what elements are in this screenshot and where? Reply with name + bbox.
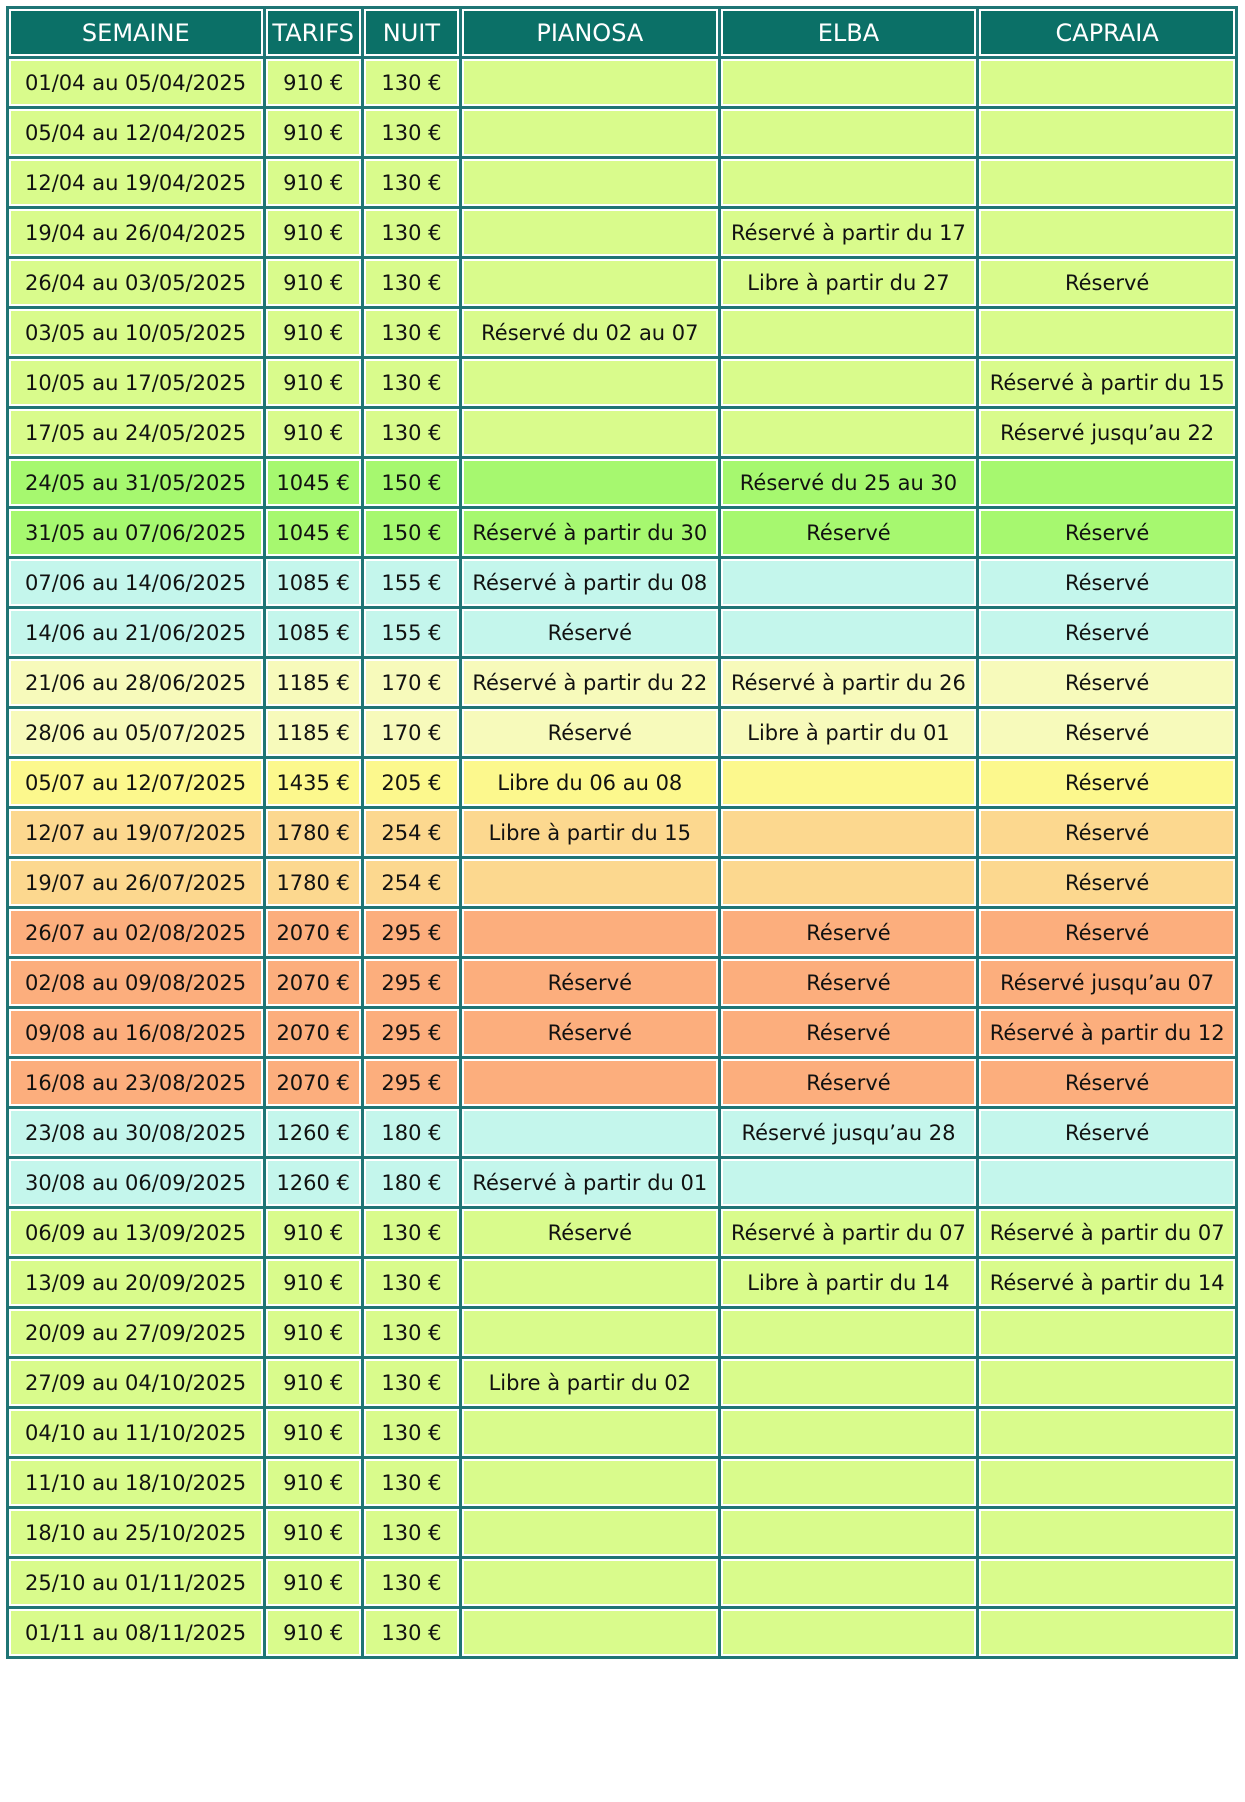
- tarif-cell: 910 €: [266, 59, 361, 106]
- capraia-cell: [979, 309, 1235, 356]
- tarif-cell: 1780 €: [266, 809, 361, 856]
- week-cell: 07/06 au 14/06/2025: [9, 559, 263, 606]
- tarif-cell: 910 €: [266, 1309, 361, 1356]
- nuit-cell: 254 €: [364, 859, 459, 906]
- week-cell: 09/08 au 16/08/2025: [9, 1009, 263, 1056]
- tarif-cell: 1045 €: [266, 459, 361, 506]
- capraia-cell: Réservé: [979, 709, 1235, 756]
- tarif-cell: 910 €: [266, 1259, 361, 1306]
- pianosa-cell: Libre à partir du 02: [462, 1359, 718, 1406]
- nuit-cell: 130 €: [364, 59, 459, 106]
- pianosa-cell: [462, 1109, 718, 1156]
- pianosa-cell: [462, 409, 718, 456]
- table-row: [9, 59, 1235, 106]
- capraia-cell: [979, 1509, 1235, 1556]
- table-row: [9, 809, 1235, 856]
- table-row: [9, 1559, 1235, 1606]
- tarif-cell: 2070 €: [266, 959, 361, 1006]
- table-row: [9, 1059, 1235, 1106]
- pianosa-cell: [462, 1059, 718, 1106]
- week-cell: 01/04 au 05/04/2025: [9, 59, 263, 106]
- tarif-cell: 910 €: [266, 1359, 361, 1406]
- table-row: [9, 859, 1235, 906]
- pianosa-cell: Réservé: [462, 1209, 718, 1256]
- capraia-cell: [979, 1559, 1235, 1606]
- week-cell: 12/07 au 19/07/2025: [9, 809, 263, 856]
- capraia-cell: [979, 1409, 1235, 1456]
- elba-cell: Réservé à partir du 17: [721, 209, 977, 256]
- pianosa-cell: [462, 359, 718, 406]
- capraia-cell: Réservé: [979, 659, 1235, 706]
- pianosa-cell: [462, 1409, 718, 1456]
- week-cell: 05/04 au 12/04/2025: [9, 109, 263, 156]
- table-row: [9, 309, 1235, 356]
- table-row: [9, 259, 1235, 306]
- capraia-cell: [979, 109, 1235, 156]
- pianosa-cell: Réservé: [462, 609, 718, 656]
- tarif-cell: 910 €: [266, 309, 361, 356]
- capraia-cell: [979, 1159, 1235, 1206]
- table-row: [9, 1159, 1235, 1206]
- elba-cell: Réservé à partir du 07: [721, 1209, 977, 1256]
- tarif-cell: 910 €: [266, 1509, 361, 1556]
- table-row: [9, 1209, 1235, 1256]
- nuit-cell: 170 €: [364, 709, 459, 756]
- header-nuit: NUIT: [364, 9, 459, 56]
- pianosa-cell: Réservé du 02 au 07: [462, 309, 718, 356]
- nuit-cell: 130 €: [364, 1209, 459, 1256]
- capraia-cell: [979, 1309, 1235, 1356]
- table-row: [9, 1359, 1235, 1406]
- pianosa-cell: [462, 1609, 718, 1656]
- elba-cell: [721, 309, 977, 356]
- table-row: [9, 1309, 1235, 1356]
- nuit-cell: 130 €: [364, 1259, 459, 1306]
- header-semaine: SEMAINE: [9, 9, 263, 56]
- table-row: [9, 759, 1235, 806]
- nuit-cell: 180 €: [364, 1109, 459, 1156]
- pianosa-cell: Réservé à partir du 30: [462, 509, 718, 556]
- table-row: [9, 209, 1235, 256]
- nuit-cell: 155 €: [364, 609, 459, 656]
- week-cell: 26/07 au 02/08/2025: [9, 909, 263, 956]
- capraia-cell: Réservé: [979, 759, 1235, 806]
- pianosa-cell: [462, 1259, 718, 1306]
- pianosa-cell: [462, 1459, 718, 1506]
- nuit-cell: 130 €: [364, 1559, 459, 1606]
- nuit-cell: 170 €: [364, 659, 459, 706]
- table-row: [9, 1509, 1235, 1556]
- capraia-cell: Réservé: [979, 809, 1235, 856]
- week-cell: 12/04 au 19/04/2025: [9, 159, 263, 206]
- table-row: [9, 959, 1235, 1006]
- tarif-cell: 910 €: [266, 409, 361, 456]
- header-pianosa: PIANOSA: [462, 9, 718, 56]
- week-cell: 17/05 au 24/05/2025: [9, 409, 263, 456]
- week-cell: 21/06 au 28/06/2025: [9, 659, 263, 706]
- elba-cell: Réservé: [721, 509, 977, 556]
- week-cell: 03/05 au 10/05/2025: [9, 309, 263, 356]
- capraia-cell: Réservé: [979, 259, 1235, 306]
- capraia-cell: Réservé à partir du 07: [979, 1209, 1235, 1256]
- elba-cell: [721, 359, 977, 406]
- pianosa-cell: Réservé à partir du 08: [462, 559, 718, 606]
- tarif-cell: 2070 €: [266, 909, 361, 956]
- tarif-cell: 910 €: [266, 1609, 361, 1656]
- elba-cell: [721, 559, 977, 606]
- week-cell: 28/06 au 05/07/2025: [9, 709, 263, 756]
- capraia-cell: Réservé: [979, 509, 1235, 556]
- table-row: [9, 1109, 1235, 1156]
- nuit-cell: 130 €: [364, 1509, 459, 1556]
- elba-cell: [721, 1359, 977, 1406]
- tarif-cell: 910 €: [266, 1459, 361, 1506]
- table-row: [9, 909, 1235, 956]
- availability-table: [6, 6, 1238, 1659]
- nuit-cell: 155 €: [364, 559, 459, 606]
- capraia-cell: [979, 1359, 1235, 1406]
- pianosa-cell: [462, 1559, 718, 1606]
- capraia-cell: Réservé à partir du 14: [979, 1259, 1235, 1306]
- table-row: [9, 1609, 1235, 1656]
- capraia-cell: [979, 1609, 1235, 1656]
- pianosa-cell: Réservé à partir du 22: [462, 659, 718, 706]
- tarif-cell: 1435 €: [266, 759, 361, 806]
- elba-cell: [721, 1159, 977, 1206]
- tarif-cell: 910 €: [266, 359, 361, 406]
- tarif-cell: 1085 €: [266, 609, 361, 656]
- elba-cell: [721, 1459, 977, 1506]
- elba-cell: [721, 809, 977, 856]
- tarif-cell: 1780 €: [266, 859, 361, 906]
- pianosa-cell: Réservé: [462, 709, 718, 756]
- tarif-cell: 1260 €: [266, 1159, 361, 1206]
- table-row: [9, 1009, 1235, 1056]
- table-row: [9, 1259, 1235, 1306]
- pianosa-cell: [462, 159, 718, 206]
- table-row: [9, 409, 1235, 456]
- tarif-cell: 1045 €: [266, 509, 361, 556]
- pianosa-cell: Libre du 06 au 08: [462, 759, 718, 806]
- capraia-cell: Réservé à partir du 15: [979, 359, 1235, 406]
- tarif-cell: 2070 €: [266, 1009, 361, 1056]
- elba-cell: Réservé: [721, 1059, 977, 1106]
- table-row: [9, 659, 1235, 706]
- nuit-cell: 130 €: [364, 109, 459, 156]
- elba-cell: [721, 1559, 977, 1606]
- week-cell: 01/11 au 08/11/2025: [9, 1609, 263, 1656]
- capraia-cell: [979, 159, 1235, 206]
- tarif-cell: 910 €: [266, 1559, 361, 1606]
- pianosa-cell: [462, 459, 718, 506]
- nuit-cell: 150 €: [364, 459, 459, 506]
- week-cell: 25/10 au 01/11/2025: [9, 1559, 263, 1606]
- elba-cell: [721, 759, 977, 806]
- elba-cell: [721, 609, 977, 656]
- table-row: [9, 1409, 1235, 1456]
- table-row: [9, 709, 1235, 756]
- pianosa-cell: [462, 259, 718, 306]
- elba-cell: Réservé jusqu’au 28: [721, 1109, 977, 1156]
- elba-cell: Réservé: [721, 909, 977, 956]
- nuit-cell: 130 €: [364, 359, 459, 406]
- week-cell: 23/08 au 30/08/2025: [9, 1109, 263, 1156]
- table-row: [9, 1459, 1235, 1506]
- header-row: [9, 9, 1235, 56]
- pianosa-cell: [462, 59, 718, 106]
- nuit-cell: 130 €: [364, 1459, 459, 1506]
- pianosa-cell: [462, 859, 718, 906]
- nuit-cell: 150 €: [364, 509, 459, 556]
- pianosa-cell: Réservé: [462, 959, 718, 1006]
- elba-cell: Réservé du 25 au 30: [721, 459, 977, 506]
- nuit-cell: 130 €: [364, 1359, 459, 1406]
- table-row: [9, 159, 1235, 206]
- elba-cell: [721, 859, 977, 906]
- tarif-cell: 2070 €: [266, 1059, 361, 1106]
- week-cell: 10/05 au 17/05/2025: [9, 359, 263, 406]
- elba-cell: [721, 1509, 977, 1556]
- capraia-cell: [979, 459, 1235, 506]
- table-row: [9, 509, 1235, 556]
- week-cell: 13/09 au 20/09/2025: [9, 1259, 263, 1306]
- nuit-cell: 130 €: [364, 209, 459, 256]
- nuit-cell: 130 €: [364, 309, 459, 356]
- pianosa-cell: Réservé à partir du 01: [462, 1159, 718, 1206]
- pianosa-cell: [462, 1509, 718, 1556]
- tarif-cell: 1085 €: [266, 559, 361, 606]
- nuit-cell: 180 €: [364, 1159, 459, 1206]
- capraia-cell: Réservé: [979, 859, 1235, 906]
- capraia-cell: Réservé: [979, 1059, 1235, 1106]
- nuit-cell: 205 €: [364, 759, 459, 806]
- week-cell: 20/09 au 27/09/2025: [9, 1309, 263, 1356]
- week-cell: 31/05 au 07/06/2025: [9, 509, 263, 556]
- elba-cell: [721, 1409, 977, 1456]
- week-cell: 06/09 au 13/09/2025: [9, 1209, 263, 1256]
- pianosa-cell: [462, 909, 718, 956]
- nuit-cell: 295 €: [364, 959, 459, 1006]
- nuit-cell: 130 €: [364, 159, 459, 206]
- table-row: [9, 559, 1235, 606]
- table-row: [9, 359, 1235, 406]
- capraia-cell: Réservé: [979, 909, 1235, 956]
- week-cell: 05/07 au 12/07/2025: [9, 759, 263, 806]
- capraia-cell: Réservé: [979, 1109, 1235, 1156]
- tarif-cell: 910 €: [266, 109, 361, 156]
- elba-cell: [721, 1309, 977, 1356]
- nuit-cell: 130 €: [364, 1309, 459, 1356]
- elba-cell: [721, 109, 977, 156]
- header-elba: ELBA: [721, 9, 977, 56]
- elba-cell: Libre à partir du 27: [721, 259, 977, 306]
- week-cell: 27/09 au 04/10/2025: [9, 1359, 263, 1406]
- table-row: [9, 609, 1235, 656]
- nuit-cell: 130 €: [364, 1409, 459, 1456]
- pianosa-cell: [462, 109, 718, 156]
- tarif-cell: 1185 €: [266, 659, 361, 706]
- nuit-cell: 130 €: [364, 1609, 459, 1656]
- tarif-cell: 1185 €: [266, 709, 361, 756]
- elba-cell: [721, 1609, 977, 1656]
- capraia-cell: Réservé jusqu’au 07: [979, 959, 1235, 1006]
- elba-cell: Réservé: [721, 1009, 977, 1056]
- tarif-cell: 910 €: [266, 159, 361, 206]
- pianosa-cell: [462, 1309, 718, 1356]
- week-cell: 18/10 au 25/10/2025: [9, 1509, 263, 1556]
- elba-cell: [721, 59, 977, 106]
- capraia-cell: Réservé: [979, 559, 1235, 606]
- nuit-cell: 130 €: [364, 259, 459, 306]
- capraia-cell: [979, 1459, 1235, 1506]
- pianosa-cell: Libre à partir du 15: [462, 809, 718, 856]
- week-cell: 11/10 au 18/10/2025: [9, 1459, 263, 1506]
- elba-cell: Réservé: [721, 959, 977, 1006]
- week-cell: 16/08 au 23/08/2025: [9, 1059, 263, 1106]
- week-cell: 04/10 au 11/10/2025: [9, 1409, 263, 1456]
- table-row: [9, 109, 1235, 156]
- week-cell: 19/07 au 26/07/2025: [9, 859, 263, 906]
- week-cell: 14/06 au 21/06/2025: [9, 609, 263, 656]
- table-row: [9, 459, 1235, 506]
- pianosa-cell: [462, 209, 718, 256]
- tarif-cell: 910 €: [266, 1409, 361, 1456]
- nuit-cell: 295 €: [364, 1009, 459, 1056]
- capraia-cell: Réservé à partir du 12: [979, 1009, 1235, 1056]
- tarif-cell: 910 €: [266, 209, 361, 256]
- week-cell: 02/08 au 09/08/2025: [9, 959, 263, 1006]
- nuit-cell: 295 €: [364, 1059, 459, 1106]
- capraia-cell: [979, 209, 1235, 256]
- tarif-cell: 910 €: [266, 259, 361, 306]
- capraia-cell: [979, 59, 1235, 106]
- nuit-cell: 295 €: [364, 909, 459, 956]
- header-capraia: CAPRAIA: [979, 9, 1235, 56]
- week-cell: 30/08 au 06/09/2025: [9, 1159, 263, 1206]
- elba-cell: Libre à partir du 14: [721, 1259, 977, 1306]
- tarif-cell: 1260 €: [266, 1109, 361, 1156]
- elba-cell: [721, 409, 977, 456]
- elba-cell: [721, 159, 977, 206]
- nuit-cell: 130 €: [364, 409, 459, 456]
- week-cell: 26/04 au 03/05/2025: [9, 259, 263, 306]
- week-cell: 24/05 au 31/05/2025: [9, 459, 263, 506]
- elba-cell: Réservé à partir du 26: [721, 659, 977, 706]
- header-tarifs: TARIFS: [266, 9, 361, 56]
- tarif-cell: 910 €: [266, 1209, 361, 1256]
- capraia-cell: Réservé jusqu’au 22: [979, 409, 1235, 456]
- pianosa-cell: Réservé: [462, 1009, 718, 1056]
- nuit-cell: 254 €: [364, 809, 459, 856]
- elba-cell: Libre à partir du 01: [721, 709, 977, 756]
- week-cell: 19/04 au 26/04/2025: [9, 209, 263, 256]
- capraia-cell: Réservé: [979, 609, 1235, 656]
